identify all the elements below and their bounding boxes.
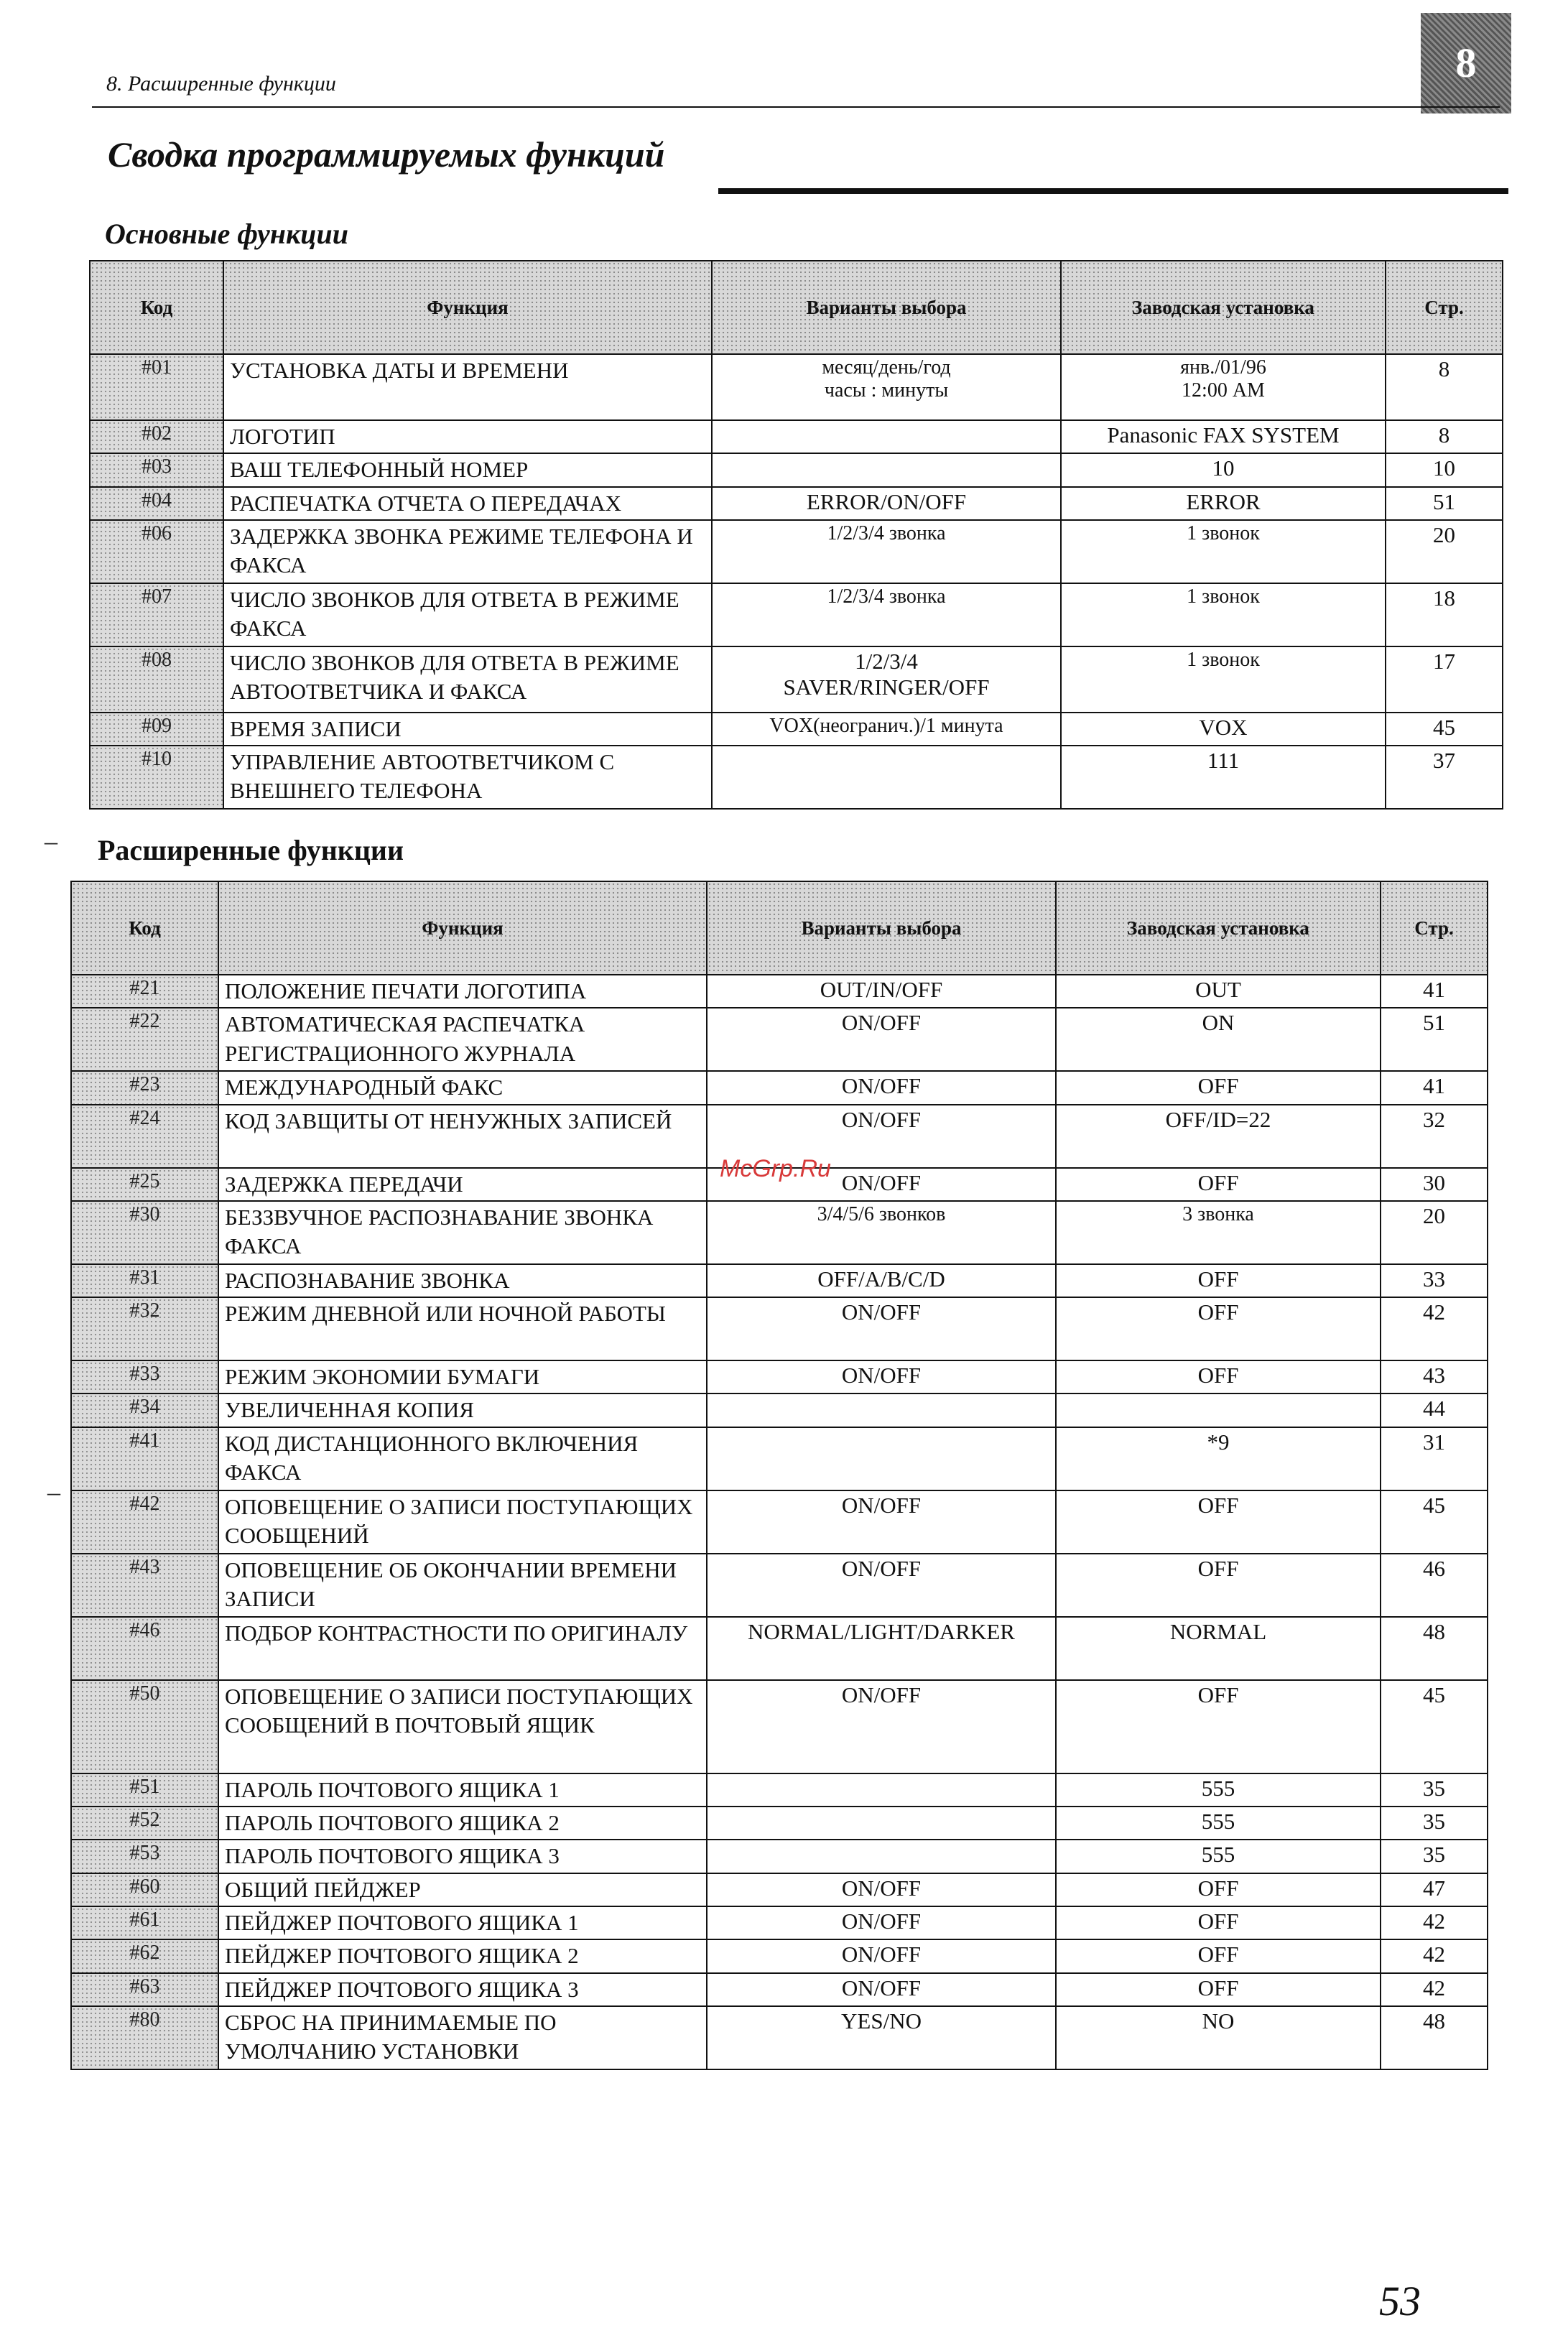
function-cell: КОД ЗАВЩИТЫ ОТ НЕНУЖНЫХ ЗАПИСЕЙ — [218, 1105, 707, 1168]
options-cell: ON/OFF — [707, 1105, 1056, 1168]
header-rule — [92, 106, 1500, 108]
options-cell: ERROR/ON/OFF — [712, 487, 1061, 520]
page-cell: 42 — [1381, 1906, 1488, 1939]
extended-functions-table — [70, 881, 1488, 2070]
default-cell: OFF/ID=22 — [1056, 1105, 1381, 1168]
watermark: McGrp.Ru — [720, 1155, 831, 1182]
options-cell — [712, 420, 1061, 453]
table-row — [90, 520, 1503, 583]
function-cell: ЧИСЛО ЗВОНКОВ ДЛЯ ОТВЕТА В РЕЖИМЕ ФАКСА — [223, 583, 712, 646]
options-cell: VOX(неогранич.)/1 минута — [712, 713, 1061, 746]
options-cell: OUT/IN/OFF — [707, 975, 1056, 1008]
table-row — [71, 1201, 1488, 1264]
page-cell: 43 — [1381, 1360, 1488, 1393]
table-row — [71, 1873, 1488, 1906]
options-cell — [707, 1427, 1056, 1490]
function-cell: РЕЖИМ ЭКОНОМИИ БУМАГИ — [218, 1360, 707, 1393]
table-row — [90, 646, 1503, 713]
table-row — [90, 583, 1503, 646]
default-cell: OFF — [1056, 1906, 1381, 1939]
default-cell: 111 — [1061, 746, 1386, 809]
function-cell: ЧИСЛО ЗВОНКОВ ДЛЯ ОТВЕТА В РЕЖИМЕ АВТООТВЕТЧИКА И ФАКСА — [223, 646, 712, 713]
code-cell: #52 — [71, 1807, 218, 1840]
default-cell: ON — [1056, 1008, 1381, 1071]
code-cell: #43 — [71, 1554, 218, 1617]
table-row — [71, 1939, 1488, 1972]
table-row — [90, 420, 1503, 453]
function-cell: БЕЗЗВУЧНОЕ РАСПОЗНАВАНИЕ ЗВОНКА ФАКСА — [218, 1201, 707, 1264]
function-cell: ОПОВЕЩЕНИЕ О ЗАПИСИ ПОСТУПАЮЩИХ СООБЩЕНИЙ В ПОЧТОВЫЙ ЯЩИК — [218, 1680, 707, 1773]
function-cell: АВТОМАТИЧЕСКАЯ РАСПЕЧАТКА РЕГИСТРАЦИОННОГО ЖУРНАЛА — [218, 1008, 707, 1071]
table-row — [71, 1008, 1488, 1071]
code-cell: #41 — [71, 1427, 218, 1490]
header-page: Стр. — [1381, 881, 1488, 975]
default-cell: 1 звонок — [1061, 520, 1386, 583]
code-cell: #80 — [71, 2006, 218, 2069]
default-cell: OFF — [1056, 1873, 1381, 1906]
code-cell: #02 — [90, 420, 223, 453]
page-cell: 10 — [1386, 453, 1503, 486]
margin-dash: – — [47, 1478, 60, 1506]
code-cell: #22 — [71, 1008, 218, 1071]
code-cell: #24 — [71, 1105, 218, 1168]
header-code: Код — [71, 881, 218, 975]
page-cell: 18 — [1386, 583, 1503, 646]
table-row — [71, 1490, 1488, 1554]
default-cell: 1 звонок — [1061, 583, 1386, 646]
function-cell: ПАРОЛЬ ПОЧТОВОГО ЯЩИКА 3 — [218, 1840, 707, 1873]
options-cell — [712, 453, 1061, 486]
table-row — [90, 354, 1503, 420]
default-cell: 555 — [1056, 1840, 1381, 1873]
options-cell: ON/OFF — [707, 1490, 1056, 1554]
function-cell: ОПОВЕЩЕНИЕ О ЗАПИСИ ПОСТУПАЮЩИХ СООБЩЕНИЙ — [218, 1490, 707, 1554]
page-cell: 20 — [1386, 520, 1503, 583]
options-cell: ON/OFF — [707, 1554, 1056, 1617]
table-row — [71, 1554, 1488, 1617]
code-cell: #61 — [71, 1906, 218, 1939]
function-cell: РЕЖИМ ДНЕВНОЙ ИЛИ НОЧНОЙ РАБОТЫ — [218, 1297, 707, 1360]
options-cell: ON/OFF — [707, 1939, 1056, 1972]
code-cell: #07 — [90, 583, 223, 646]
table-row — [90, 713, 1503, 746]
function-cell: ОПОВЕЩЕНИЕ ОБ ОКОНЧАНИИ ВРЕМЕНИ ЗАПИСИ — [218, 1554, 707, 1617]
options-cell: ON/OFF — [707, 1168, 1056, 1201]
default-cell: OFF — [1056, 1360, 1381, 1393]
page-cell: 33 — [1381, 1264, 1488, 1297]
function-cell: РАСПЕЧАТКА ОТЧЕТА О ПЕРЕДАЧАХ — [223, 487, 712, 520]
function-cell: УВЕЛИЧЕННАЯ КОПИЯ — [218, 1393, 707, 1427]
default-cell: 555 — [1056, 1807, 1381, 1840]
options-cell: YES/NO — [707, 2006, 1056, 2069]
options-cell — [712, 746, 1061, 809]
table-row — [71, 1297, 1488, 1360]
page-cell: 51 — [1386, 487, 1503, 520]
table-row — [71, 1773, 1488, 1807]
table-row — [71, 1973, 1488, 2006]
default-cell: 555 — [1056, 1773, 1381, 1807]
options-cell: 1/2/3/4 звонка — [712, 583, 1061, 646]
default-cell: *9 — [1056, 1427, 1381, 1490]
header-page: Стр. — [1386, 261, 1503, 354]
header-function: Функция — [218, 881, 707, 975]
function-cell: КОД ДИСТАНЦИОННОГО ВКЛЮЧЕНИЯ ФАКСА — [218, 1427, 707, 1490]
page-cell: 8 — [1386, 420, 1503, 453]
running-head — [106, 72, 1543, 96]
page-cell: 17 — [1386, 646, 1503, 713]
code-cell: #34 — [71, 1393, 218, 1427]
options-cell: 1/2/3/4 звонка — [712, 520, 1061, 583]
header-default: Заводская установка — [1061, 261, 1386, 354]
default-cell: VOX — [1061, 713, 1386, 746]
page-cell: 45 — [1381, 1490, 1488, 1554]
default-cell: OFF — [1056, 1297, 1381, 1360]
code-cell: #06 — [90, 520, 223, 583]
default-cell: OFF — [1056, 1168, 1381, 1201]
function-cell: ЛОГОТИП — [223, 420, 712, 453]
page-cell: 45 — [1386, 713, 1503, 746]
options-cell: ON/OFF — [707, 1008, 1056, 1071]
table-row — [71, 1360, 1488, 1393]
chapter-tab: 8 — [1421, 13, 1511, 113]
margin-dash: – — [45, 827, 57, 855]
default-cell: OUT — [1056, 975, 1381, 1008]
default-cell: OFF — [1056, 1071, 1381, 1104]
code-cell: #09 — [90, 713, 223, 746]
options-cell: ON/OFF — [707, 1071, 1056, 1104]
code-cell: #42 — [71, 1490, 218, 1554]
code-cell: #01 — [90, 354, 223, 420]
options-cell: ON/OFF — [707, 1906, 1056, 1939]
default-cell: 10 — [1061, 453, 1386, 486]
function-cell: ПОЛОЖЕНИЕ ПЕЧАТИ ЛОГОТИПА — [218, 975, 707, 1008]
default-cell: OFF — [1056, 1973, 1381, 2006]
header-options: Варианты выбора — [712, 261, 1061, 354]
table-row — [90, 746, 1503, 809]
code-cell: #46 — [71, 1617, 218, 1680]
default-cell: NO — [1056, 2006, 1381, 2069]
function-cell: ЗАДЕРЖКА ПЕРЕДАЧИ — [218, 1168, 707, 1201]
default-cell: OFF — [1056, 1490, 1381, 1554]
page-cell: 46 — [1381, 1554, 1488, 1617]
table-row — [90, 453, 1503, 486]
page-cell: 42 — [1381, 1297, 1488, 1360]
page-cell: 41 — [1381, 1071, 1488, 1104]
page-number: 53 — [1379, 2278, 1421, 2324]
default-cell: янв./01/96 12:00 AM — [1061, 354, 1386, 420]
page-cell: 8 — [1386, 354, 1503, 420]
page-cell: 35 — [1381, 1807, 1488, 1840]
page-cell: 30 — [1381, 1168, 1488, 1201]
function-cell: МЕЖДУНАРОДНЫЙ ФАКС — [218, 1071, 707, 1104]
extended-functions-heading: Расширенные функции — [98, 834, 404, 866]
code-cell: #23 — [71, 1071, 218, 1104]
function-cell: ПАРОЛЬ ПОЧТОВОГО ЯЩИКА 2 — [218, 1807, 707, 1840]
code-cell: #60 — [71, 1873, 218, 1906]
table-row — [71, 1071, 1488, 1104]
page-cell: 35 — [1381, 1773, 1488, 1807]
options-cell: ON/OFF — [707, 1873, 1056, 1906]
title-rule — [718, 188, 1508, 194]
options-cell: 1/2/3/4 SAVER/RINGER/OFF — [712, 646, 1061, 713]
options-cell: ON/OFF — [707, 1360, 1056, 1393]
code-cell: #30 — [71, 1201, 218, 1264]
page-title: Сводка программируемых функций — [108, 134, 665, 175]
table-row — [71, 1906, 1488, 1939]
code-cell: #10 — [90, 746, 223, 809]
page-cell: 48 — [1381, 1617, 1488, 1680]
function-cell: ОБЩИЙ ПЕЙДЖЕР — [218, 1873, 707, 1906]
table-row — [71, 1807, 1488, 1840]
code-cell: #63 — [71, 1973, 218, 2006]
code-cell: #08 — [90, 646, 223, 713]
options-cell — [707, 1773, 1056, 1807]
code-cell: #33 — [71, 1360, 218, 1393]
function-cell: ПЕЙДЖЕР ПОЧТОВОГО ЯЩИКА 1 — [218, 1906, 707, 1939]
function-cell: СБРОС НА ПРИНИМАЕМЫЕ ПО УМОЛЧАНИЮ УСТАНОВКИ — [218, 2006, 707, 2069]
page-cell: 35 — [1381, 1840, 1488, 1873]
default-cell: 1 звонок — [1061, 646, 1386, 713]
table-row — [71, 975, 1488, 1008]
table-row — [71, 1617, 1488, 1680]
code-cell: #51 — [71, 1773, 218, 1807]
header-options: Варианты выбора — [707, 881, 1056, 975]
page-cell: 41 — [1381, 975, 1488, 1008]
page-cell: 42 — [1381, 1939, 1488, 1972]
table-row — [90, 487, 1503, 520]
page-cell: 47 — [1381, 1873, 1488, 1906]
function-cell: ПЕЙДЖЕР ПОЧТОВОГО ЯЩИКА 3 — [218, 1973, 707, 2006]
table-header-row — [71, 881, 1488, 975]
default-cell: 3 звонка — [1056, 1201, 1381, 1264]
running-head-text: 8. Расширенные функции — [106, 72, 336, 96]
header-default: Заводская установка — [1056, 881, 1381, 975]
default-cell: OFF — [1056, 1554, 1381, 1617]
code-cell: #31 — [71, 1264, 218, 1297]
options-cell: месяц/день/год часы : минуты — [712, 354, 1061, 420]
code-cell: #62 — [71, 1939, 218, 1972]
default-cell: NORMAL — [1056, 1617, 1381, 1680]
options-cell — [707, 1840, 1056, 1873]
page-cell: 44 — [1381, 1393, 1488, 1427]
default-cell: Panasonic FAX SYSTEM — [1061, 420, 1386, 453]
code-cell: #25 — [71, 1168, 218, 1201]
options-cell: ON/OFF — [707, 1297, 1056, 1360]
page-cell: 48 — [1381, 2006, 1488, 2069]
table-row — [71, 1840, 1488, 1873]
options-cell: NORMAL/LIGHT/DARKER — [707, 1617, 1056, 1680]
page-cell: 42 — [1381, 1973, 1488, 2006]
table-row — [71, 1393, 1488, 1427]
table-row — [71, 1427, 1488, 1490]
options-cell: OFF/A/B/C/D — [707, 1264, 1056, 1297]
table-row — [71, 1264, 1488, 1297]
table-row — [71, 1680, 1488, 1773]
page-cell: 31 — [1381, 1427, 1488, 1490]
page-cell: 37 — [1386, 746, 1503, 809]
options-cell — [707, 1393, 1056, 1427]
function-cell: ЗАДЕРЖКА ЗВОНКА РЕЖИМЕ ТЕЛЕФОНА И ФАКСА — [223, 520, 712, 583]
default-cell: ERROR — [1061, 487, 1386, 520]
table-row — [71, 2006, 1488, 2069]
options-cell: ON/OFF — [707, 1680, 1056, 1773]
default-cell: OFF — [1056, 1264, 1381, 1297]
table-header-row — [90, 261, 1503, 354]
options-cell — [707, 1807, 1056, 1840]
function-cell: РАСПОЗНАВАНИЕ ЗВОНКА — [218, 1264, 707, 1297]
function-cell: ВРЕМЯ ЗАПИСИ — [223, 713, 712, 746]
code-cell: #32 — [71, 1297, 218, 1360]
function-cell: УСТАНОВКА ДАТЫ И ВРЕМЕНИ — [223, 354, 712, 420]
header-code: Код — [90, 261, 223, 354]
basic-functions-heading: Основные функции — [105, 218, 349, 250]
page-cell: 51 — [1381, 1008, 1488, 1071]
options-cell: 3/4/5/6 звонков — [707, 1201, 1056, 1264]
code-cell: #53 — [71, 1840, 218, 1873]
default-cell — [1056, 1393, 1381, 1427]
code-cell: #04 — [90, 487, 223, 520]
function-cell: УПРАВЛЕНИЕ АВТООТВЕТЧИКОМ С ВНЕШНЕГО ТЕЛЕФОНА — [223, 746, 712, 809]
function-cell: ПАРОЛЬ ПОЧТОВОГО ЯЩИКА 1 — [218, 1773, 707, 1807]
function-cell: ПЕЙДЖЕР ПОЧТОВОГО ЯЩИКА 2 — [218, 1939, 707, 1972]
page-cell: 20 — [1381, 1201, 1488, 1264]
default-cell: OFF — [1056, 1939, 1381, 1972]
code-cell: #21 — [71, 975, 218, 1008]
code-cell: #50 — [71, 1680, 218, 1773]
function-cell: ВАШ ТЕЛЕФОННЫЙ НОМЕР — [223, 453, 712, 486]
header-function: Функция — [223, 261, 712, 354]
page-cell: 32 — [1381, 1105, 1488, 1168]
default-cell: OFF — [1056, 1680, 1381, 1773]
options-cell: ON/OFF — [707, 1973, 1056, 2006]
page-cell: 45 — [1381, 1680, 1488, 1773]
basic-functions-table — [89, 260, 1503, 810]
code-cell: #03 — [90, 453, 223, 486]
function-cell: ПОДБОР КОНТРАСТНОСТИ ПО ОРИГИНАЛУ — [218, 1617, 707, 1680]
